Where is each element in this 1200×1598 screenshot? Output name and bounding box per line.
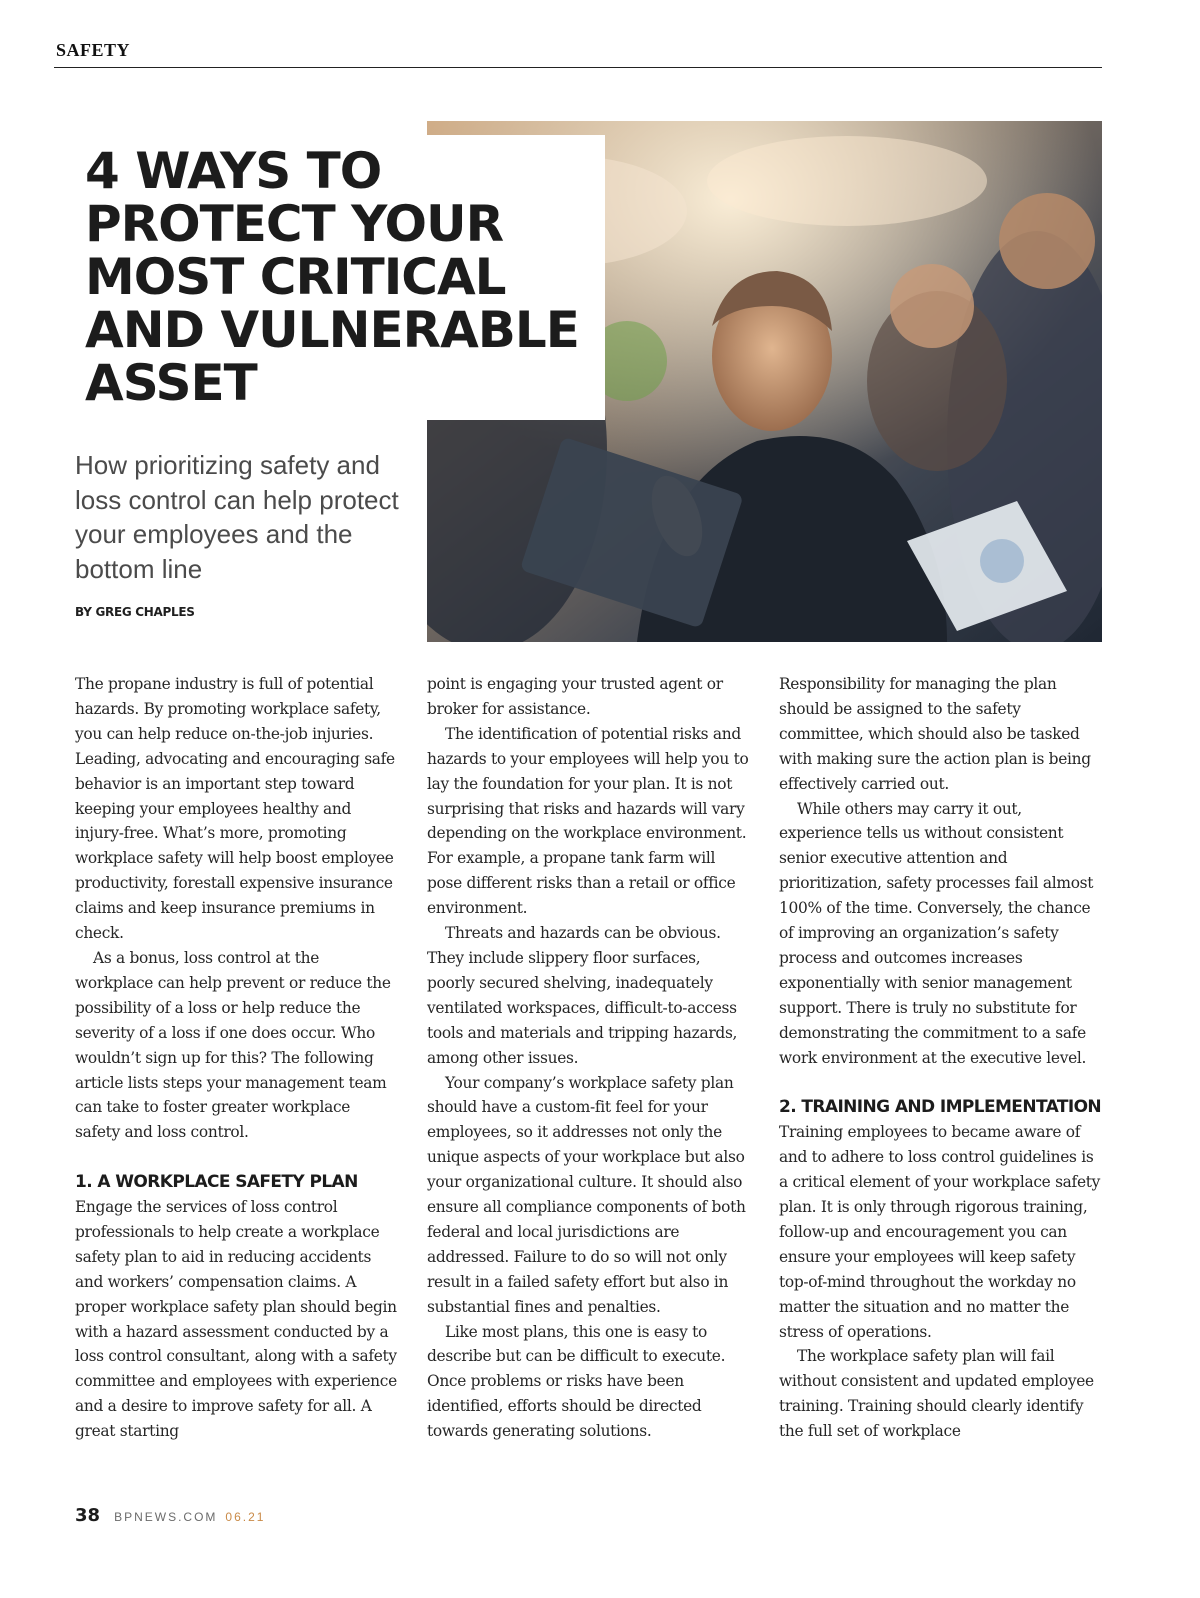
paragraph: As a bonus, loss control at the workplace can help prevent or reduce the possibility of a loss or help reduce the severity of a loss if one does occur. Who wouldn’t sign up for this? The following article lists steps your management team can take to foster greater workplace safety and loss control.	[75, 948, 391, 1142]
paragraph: While others may carry it out, experience tells us without consistent senior executive attention and prioritization, safety processes fail almost 100% of the time. Conversely, the chance of improving an organization’s safety process and outcomes increases exponentially with senior management support. There is truly no substitute for demonstrating the commitment to a safe work environment at the executive level.	[779, 799, 1094, 1067]
section-heading: 1. A WORKPLACE SAFETY PLAN	[75, 1172, 358, 1193]
page-number: 38	[75, 1505, 101, 1526]
paragraph: Training employees to became aware of and to adhere to loss control guidelines is a critical element of your workplace safety plan. It is only through rigorous training, follow-up and encouragement you can ensure your employees will keep safety top-of-mind throughout the workday no matter the situation and no matter the stress of operations.	[779, 1123, 1101, 1341]
page-footer	[75, 1505, 265, 1529]
paragraph: Like most plans, this one is easy to describe but can be difficult to execute. Once problems or risks have been identified, efforts should be directed towards generating solutions.	[427, 1322, 726, 1441]
byline: BY GREG CHAPLES	[75, 605, 195, 619]
headline: 4 WAYS TO PROTECT YOUR MOST CRITICAL AND VULNERABLE ASSET	[85, 142, 579, 412]
body-column-1	[75, 672, 399, 1444]
body-column-3	[779, 672, 1103, 1444]
website-link[interactable]: BPNEWS.COM	[114, 1510, 218, 1524]
header-divider	[54, 67, 1102, 68]
spacer	[779, 1071, 1103, 1096]
subtitle: How prioritizing safety and loss control can help protect your employees and the bottom line	[75, 450, 399, 584]
spacer	[75, 1145, 399, 1170]
issue-date: 06.21	[225, 1510, 266, 1524]
section-label: SAFETY	[56, 40, 131, 60]
headline-box	[72, 135, 605, 420]
paragraph: Threats and hazards can be obvious. They include slippery floor surfaces, poorly secured shelving, inadequately ventilated workspaces, difficult-to-access tools and materials and tripping hazards, among other issues.	[427, 924, 738, 1067]
paragraph: Responsibility for managing the plan should be assigned to the safety committee, which should also be tasked with making sure the action plan is being effectively carried out.	[779, 675, 1091, 793]
paragraph: The workplace safety plan will fail without consistent and updated employee training. Training should clearly identify the full set of workplace	[779, 1347, 1094, 1441]
paragraph: Your company’s workplace safety plan should have a custom-fit feel for your employees, so it addresses not only the unique aspects of your workplace but also your organizational culture. It should also ensure all compliance components of both federal and local jurisdictions are addressed. Failure to do so will not only result in a failed safety effort but also in substantial fines and penalties.	[427, 1073, 746, 1316]
section-heading: 2. TRAINING AND IMPLEMENTATION	[779, 1097, 1102, 1118]
paragraph: The propane industry is full of potential hazards. By promoting workplace safety, you can help reduce on-the-job injuries. Leading, advocating and encouraging safe behavior is an important step toward keeping your employees healthy and injury-free. What’s more, promoting workplace safety will help boost employee productivity, forestall expensive insurance claims and keep insurance premiums in check.	[75, 675, 395, 943]
paragraph: point is engaging your trusted agent or broker for assistance.	[427, 675, 723, 718]
body-column-2	[427, 672, 751, 1444]
paragraph: Engage the services of loss control professionals to help create a workplace safety plan to aid in reducing accidents and workers’ compensation claims. A proper workplace safety plan should begin with a hazard assessment conducted by a loss control consultant, along with a safety committee and employees with experience and a desire to improve safety for all. A great starting	[75, 1198, 397, 1441]
paragraph: The identification of potential risks and hazards to your employees will help you to lay the foundation for your plan. It is not surprising that risks and hazards will vary depending on the workplace environment. For example, a propane tank farm will pose different risks than a retail or office environment.	[427, 724, 749, 918]
